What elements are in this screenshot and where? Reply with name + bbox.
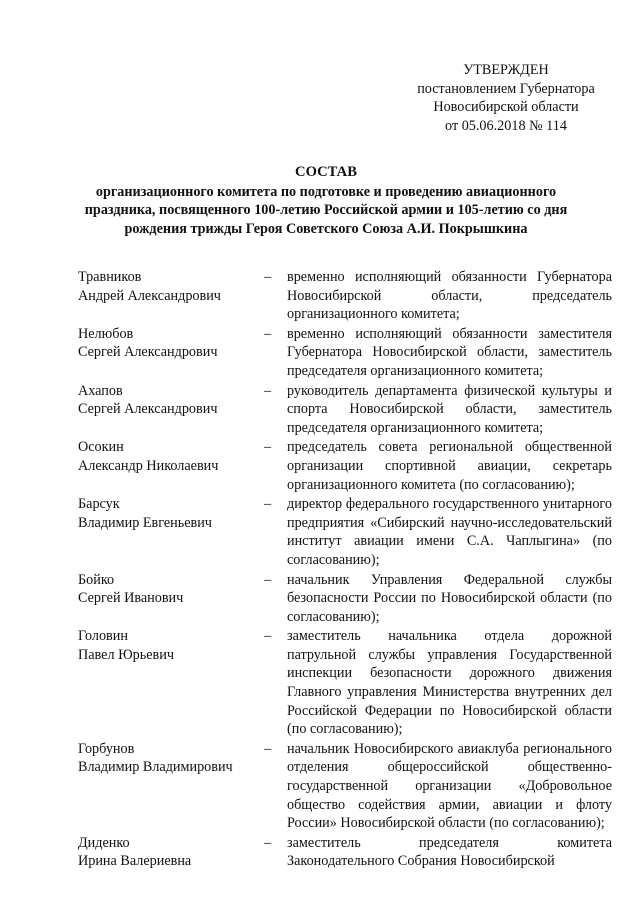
member-surname: Ахапов [78, 382, 123, 399]
member-surname: Барсук [78, 496, 120, 513]
member-entry [78, 627, 612, 739]
member-dash: – [264, 496, 272, 513]
member-entry [78, 382, 612, 438]
approval-line-approved: УТВЕРЖДЕН [463, 62, 549, 78]
member-surname: Травников [78, 269, 142, 285]
approval-stamp [400, 61, 612, 135]
member-entry [78, 740, 612, 833]
member-name [78, 438, 264, 494]
member-entry [78, 495, 612, 569]
member-name [78, 382, 264, 438]
member-surname: Головин [78, 628, 128, 645]
member-role: временно исполняющий обязанности заместителя Губернатора Новосибирской области, заместитель председателя организационного комитета; [287, 325, 612, 379]
member-surname: Осокин [78, 439, 124, 456]
member-entry [78, 571, 612, 627]
member-name [78, 571, 264, 627]
approval-line-region: Новосибирской области [433, 99, 579, 115]
member-dash: – [264, 325, 272, 342]
title-line-2: праздника, посвященного 100-летию Российской армии и 105-летию со дня [84, 202, 568, 219]
member-entry [78, 834, 612, 871]
member-entry [78, 325, 612, 381]
member-name [78, 495, 264, 569]
member-name [78, 627, 264, 739]
member-given-name: Владимир Владимирович [78, 759, 233, 776]
member-given-name: Владимир Евгеньевич [78, 514, 212, 531]
members-list [78, 268, 612, 872]
member-name [78, 834, 264, 871]
title-line-1: организационного комитета по подготовке и проведению авиационного [95, 183, 557, 200]
member-role: руководитель департамента физической культуры и спорта Новосибирской области, заместитель председателя организационного комитета; [287, 382, 612, 436]
member-given-name: Сергей Александрович [78, 344, 218, 361]
member-name [78, 740, 264, 833]
member-dash: – [264, 269, 272, 285]
member-name [78, 268, 264, 324]
member-given-name: Андрей Александрович [78, 287, 221, 304]
member-dash: – [264, 382, 272, 399]
member-role: заместитель начальника отдела дорожной патрульной службы управления Государственной инспекции безопасности дорожного движения Главного управления Министерства внутренних дел Российской Федерации по Новосибирской области (по согласованию); [287, 628, 612, 738]
member-surname: Нелюбов [78, 325, 134, 342]
title-heading: СОСТАВ [295, 164, 357, 180]
member-role: начальник Новосибирского авиаклуба регионального отделения общероссийской общественно-государственной организации «Добровольное общество содействия армии, авиации и флоту России» Новосибирской области (по согласованию); [287, 740, 612, 832]
member-surname: Бойко [78, 571, 115, 588]
member-name [78, 325, 264, 381]
member-dash: – [264, 628, 272, 645]
member-given-name: Александр Николаевич [78, 457, 219, 474]
member-dash: – [264, 571, 272, 588]
member-role: заместитель председателя комитета Законодательного Собрания Новосибирской [287, 834, 612, 870]
document-title [58, 163, 594, 238]
member-dash: – [264, 439, 272, 456]
member-role: директор федерального государственного унитарного предприятия «Сибирский научно-исследовательский институт авиации имени С.А. Чаплыгина» (по согласованию); [287, 496, 612, 568]
member-dash: – [264, 834, 272, 851]
member-entry [78, 268, 612, 324]
member-given-name: Сергей Иванович [78, 590, 184, 607]
approval-line-decree: постановлением Губернатора [417, 80, 595, 97]
member-surname: Горбунов [78, 740, 135, 757]
approval-line-date: от 05.06.2018 № 114 [445, 117, 567, 134]
member-role: временно исполняющий обязанности Губернатора Новосибирской области, председатель организационного комитета; [287, 269, 612, 323]
member-role: начальник Управления Федеральной службы безопасности России по Новосибирской области (по согласованию); [287, 571, 612, 625]
member-dash: – [264, 740, 272, 757]
member-surname: Диденко [78, 834, 130, 851]
member-role: председатель совета региональной общественной организации спортивной авиации, секретарь организационного комитета (по согласованию); [287, 439, 612, 493]
title-line-3: рождения трижды Героя Советского Союза А.И. Покрышкина [124, 220, 528, 237]
member-given-name: Сергей Александрович [78, 401, 218, 418]
member-given-name: Павел Юрьевич [78, 646, 174, 663]
member-entry [78, 438, 612, 494]
member-given-name: Ирина Валериевна [78, 853, 192, 870]
